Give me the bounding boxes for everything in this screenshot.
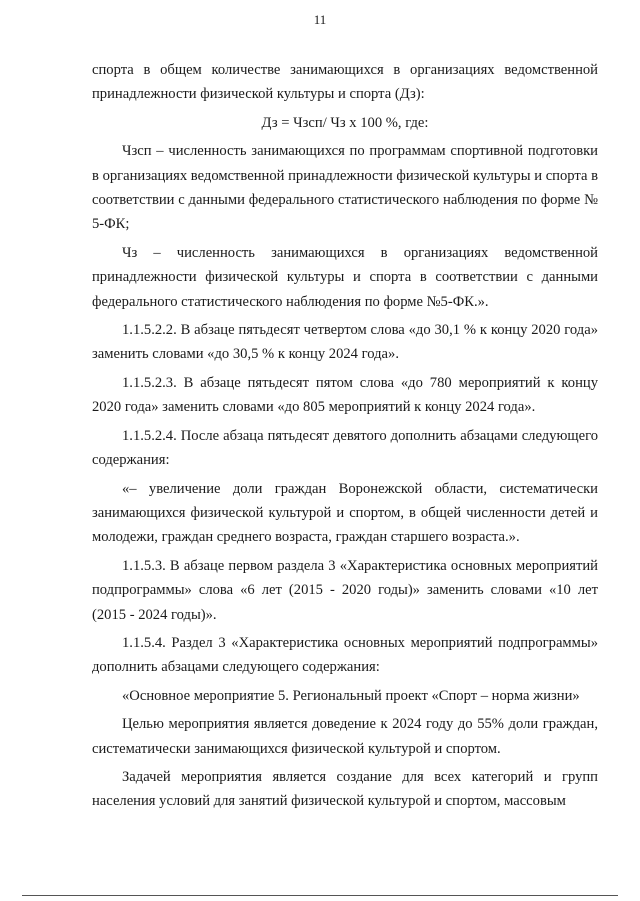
paragraph-main-event-5: «Основное мероприятие 5. Региональный проект «Спорт – норма жизни» xyxy=(122,687,580,704)
page-bottom-divider xyxy=(22,895,618,896)
paragraph-1-1-5-2-2: 1.1.5.2.2. В абзаце пятьдесят четвертом слова «до 30,1 % к концу 2020 года» заменить словами «до 30,5 % к концу 2024 года». xyxy=(92,322,598,363)
paragraph-1-1-5-2-3: 1.1.5.2.3. В абзаце пятьдесят пятом слова «до 780 мероприятий к концу 2020 года» заменить словами «до 805 мероприятий к концу 2024 года». xyxy=(92,374,598,416)
paragraph-task: Задачей мероприятия является создание для всех категорий и групп населения условий для занятий физической культурой и спортом, массовым xyxy=(92,768,598,810)
formula: Дз = Чзсп/ Чз х 100 %, где: xyxy=(261,114,429,131)
paragraph-goal: Целью мероприятия является доведение к 2024 году до 55% доли граждан, систематически занимающихся физической культурой и спортом. xyxy=(92,716,598,757)
paragraph-1-1-5-4: 1.1.5.4. Раздел 3 «Характеристика основных мероприятий подпрограммы» дополнить абзацами следующего содержания: xyxy=(92,634,598,676)
paragraph-definition-chz: Чз – численность занимающихся в организациях ведомственной принадлежности физической культуры и спорта в соответствии с данными федерального статистического наблюдения по форме №5-ФК.». xyxy=(92,244,598,310)
page-number: 11 xyxy=(313,12,327,27)
paragraph-1-1-5-2-4: 1.1.5.2.4. После абзаца пятьдесят девятого дополнить абзацами следующего содержания: xyxy=(92,427,598,469)
paragraph-continuation: спорта в общем количестве занимающихся в организациях ведомственной принадлежности физической культуры и спорта (Дз): xyxy=(92,62,598,103)
document-body xyxy=(92,58,598,818)
paragraph-1-1-5-3: 1.1.5.3. В абзаце первом раздела 3 «Характеристика основных мероприятий подпрограммы» слова «6 лет (2015 - 2020 годы)» заменить словами «10 лет (2015 - 2024 годы)». xyxy=(92,557,598,623)
paragraph-quote-increase: «– увеличение доли граждан Воронежской области, систематически занимающихся физической культурой и спортом, в общей численности детей и молодежи, граждан среднего возраста, граждан старшего возраста.». xyxy=(92,480,598,546)
paragraph-definition-chzsp: Чзсп – численность занимающихся по программам спортивной подготовки в организациях ведомственной принадлежности физической культуры и спорта в соответствии с данными федерального статистического наблюдения по форме № 5-ФК; xyxy=(92,143,598,233)
